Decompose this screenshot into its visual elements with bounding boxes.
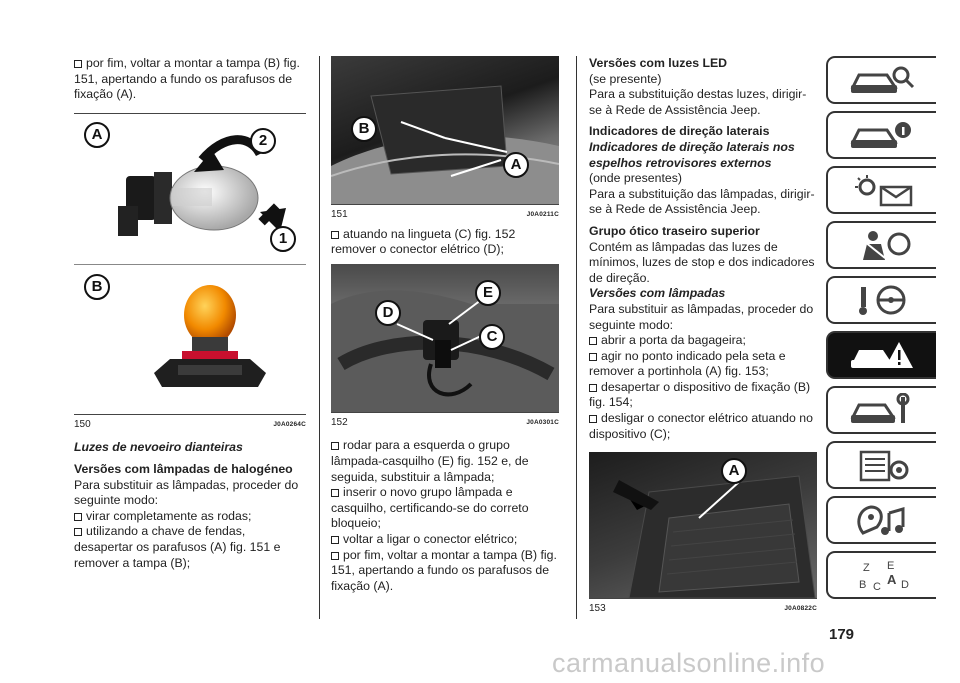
svg-text:B: B	[859, 579, 867, 591]
note: (onde presentes)	[589, 171, 682, 186]
chapter-tab-car-search[interactable]	[826, 56, 936, 104]
orange-bulb-illustration	[74, 269, 306, 409]
checkbox-icon	[74, 528, 82, 536]
step-item: rodar para a esquerda o grupo lâmpada-casquilho (E) fig. 152 e, de seguida, substituir a lâmpada;	[331, 438, 529, 484]
column-2	[331, 56, 559, 594]
fog-lamp-connector-photo	[331, 264, 559, 412]
callout-1: 1	[270, 226, 296, 252]
checkbox-icon	[74, 513, 82, 521]
checkbox-icon	[74, 60, 82, 68]
checkbox-icon	[589, 415, 597, 423]
figure-152-photo	[331, 264, 559, 412]
callout-b: B	[351, 116, 377, 142]
callout-a: A	[503, 152, 529, 178]
heading-rear-lamp: Grupo ótico traseiro superior	[589, 223, 760, 238]
paragraph: Para a substituição das lâmpadas, dirigir-se à Rede de Assistência Jeep.	[589, 186, 815, 217]
column-3	[589, 56, 817, 617]
step-item: voltar a ligar o conector elétrico;	[331, 532, 559, 548]
figure-number: 151	[331, 209, 348, 220]
figure-153-photo	[589, 452, 817, 598]
subheading-lamps: Versões com lâmpadas	[589, 286, 726, 301]
figure-code: J0A0301C	[526, 418, 559, 426]
paragraph: Para substituir as lâmpadas, proceder do seguinte modo:	[74, 477, 299, 508]
section-title: Luzes de nevoeiro dianteiras	[74, 440, 243, 455]
car-search-icon	[847, 63, 917, 97]
figure-number: 150	[74, 418, 91, 430]
figure-151-caption	[331, 207, 559, 223]
car-info-icon	[847, 118, 917, 152]
chapter-tab-emergency[interactable]	[826, 331, 936, 379]
figure-number: 153	[589, 603, 606, 615]
step-item: desligar o conector elétrico atuando no dispositivo (C);	[589, 411, 813, 441]
airbag-seatbelt-icon	[847, 228, 917, 262]
paragraph: Contém as lâmpadas das luzes de mínimos, luzes de stop e dos indicadores de direção.	[589, 239, 815, 285]
watermark: carmanualsonline.info	[552, 648, 826, 678]
checkbox-icon	[331, 442, 339, 450]
multimedia-icon	[847, 503, 917, 537]
figure-151-photo	[331, 56, 559, 204]
svg-text:D: D	[901, 579, 909, 591]
chapter-tab-safety[interactable]	[826, 221, 936, 269]
paragraph: Para a substituição destas luzes, dirigir-se à Rede de Assistência Jeep.	[589, 87, 807, 117]
callout-b: B	[84, 274, 110, 300]
step-item: por fim, voltar a montar a tampa (B) fig. 151, apertando a fundo os parafusos de fixação (A).	[331, 547, 557, 593]
specs-gear-icon	[847, 448, 917, 482]
figure-inner-rule	[74, 264, 306, 265]
trunk-panel-photo	[589, 452, 817, 598]
step-item: utilizando a chave de fendas, desapertar os parafusos (A) fig. 151 e remover a tampa (B);	[74, 524, 281, 570]
alphabet-index-icon	[847, 558, 917, 592]
figure-bottom-rule	[331, 204, 559, 205]
checkbox-icon	[589, 337, 597, 345]
figure-number: 152	[331, 416, 348, 428]
callout-a: A	[84, 122, 110, 148]
callout-c: C	[479, 324, 505, 350]
callout-a: A	[721, 458, 747, 484]
chapter-tab-multimedia[interactable]	[826, 496, 936, 544]
chapter-tab-car-info[interactable]	[826, 111, 936, 159]
paragraph: Para substituir as lâmpadas, proceder do seguinte modo:	[589, 301, 814, 332]
callout-e: E	[475, 280, 501, 306]
page-number: 179	[829, 626, 855, 643]
checkbox-icon	[331, 536, 339, 544]
step-item: atuando na lingueta (C) fig. 152 remover o conector elétrico (D);	[331, 226, 516, 257]
dashboard-warning-icon	[847, 173, 917, 207]
emergency-car-icon	[847, 338, 917, 372]
figure-bottom-rule	[589, 598, 817, 599]
callout-d: D	[375, 300, 401, 326]
figure-153-caption	[589, 601, 817, 617]
figure-150-caption	[74, 417, 306, 433]
step-item: virar completamente as rodas;	[74, 509, 306, 525]
step-item: desapertar o dispositivo de fixação (B) fig. 154;	[589, 379, 811, 410]
chapter-sidebar	[826, 56, 936, 606]
intro-step: por fim, voltar a montar a tampa (B) fig. 151, apertando a fundo os parafusos de fixação (A).	[74, 56, 300, 102]
figure-code: J0A0822C	[784, 605, 817, 613]
checkbox-icon	[331, 231, 339, 239]
chapter-tab-driving[interactable]	[826, 276, 936, 324]
figure-152-caption	[331, 415, 559, 431]
car-tools-icon	[847, 393, 917, 427]
step-item: abrir a porta da bagageira;	[589, 333, 817, 349]
step-item: agir no ponto indicado pela seta e remover a portinhola (A) fig. 153;	[589, 348, 786, 379]
step-item: inserir o novo grupo lâmpada e casquilho, certificando-se do correto bloqueio;	[331, 485, 529, 531]
figure-code: J0A0211C	[526, 211, 559, 218]
chapter-tab-dashboard[interactable]	[826, 166, 936, 214]
svg-text:A: A	[887, 572, 897, 587]
column-1	[74, 56, 306, 571]
chapter-tab-index[interactable]	[826, 551, 936, 599]
heading-indicators: Indicadores de direção laterais	[589, 124, 770, 139]
figure-bottom-rule	[331, 412, 559, 413]
steering-wheel-icon	[847, 283, 917, 317]
chapter-tab-maintenance[interactable]	[826, 386, 936, 434]
checkbox-icon	[589, 353, 597, 361]
column-divider-2	[576, 56, 577, 619]
figure-code: J0A0264C	[273, 420, 306, 428]
subheading-indicators: Indicadores de direção laterais nos espelhos retrovisores externos	[589, 139, 795, 170]
svg-text:C: C	[873, 581, 881, 592]
subhead: Versões com lâmpadas de halogéneo	[74, 461, 293, 476]
chapter-tab-specs[interactable]	[826, 441, 936, 489]
figure-150	[74, 114, 306, 414]
svg-text:E: E	[887, 560, 895, 572]
column-divider-1	[319, 56, 320, 619]
note: (se presente)	[589, 71, 662, 86]
checkbox-icon	[331, 552, 339, 560]
checkbox-icon	[589, 384, 597, 392]
svg-text:Z: Z	[863, 562, 870, 574]
checkbox-icon	[331, 489, 339, 497]
heading-led: Versões com luzes LED	[589, 56, 728, 70]
figure-bottom-rule	[74, 414, 306, 415]
callout-2: 2	[250, 128, 276, 154]
